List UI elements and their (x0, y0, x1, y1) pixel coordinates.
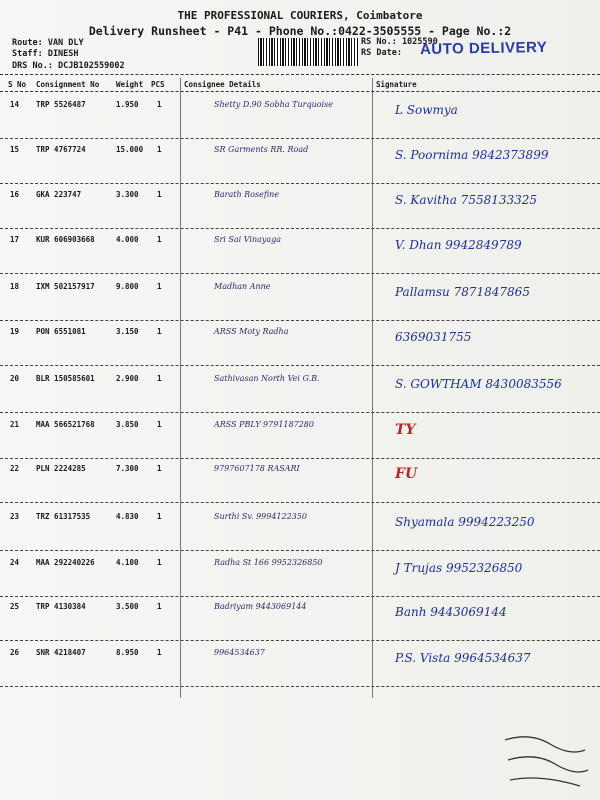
row-pcs: 1 (157, 145, 162, 154)
route-label: Route: VAN DLY (12, 38, 84, 48)
row-sno: 23 (10, 512, 20, 521)
row-separator (0, 686, 600, 687)
row-signature: FU (395, 466, 418, 482)
row-pcs: 1 (157, 602, 162, 611)
row-signature: S. Kavitha 7558133325 (395, 193, 538, 207)
row-separator (0, 273, 600, 274)
row-consignee-details: 9797607178 RASARI (214, 464, 300, 473)
row-weight: 8.950 (116, 648, 139, 657)
row-consignment-no: PLN 2224285 (36, 464, 86, 473)
auto-delivery-stamp: AUTO DELIVERY (419, 38, 548, 59)
row-signature: P.S. Vista 9964534637 (395, 651, 531, 665)
row-signature: L Sowmya (395, 103, 458, 117)
row-sno: 21 (10, 420, 20, 429)
row-signature: V. Dhan 9942849789 (395, 238, 522, 252)
row-signature: Pallamsu 7871847865 (395, 285, 530, 299)
row-weight: 15.000 (116, 145, 144, 154)
row-separator (0, 320, 600, 321)
row-consignment-no: BLR 150585601 (36, 374, 95, 383)
row-pcs: 1 (157, 420, 162, 429)
row-weight: 7.300 (116, 464, 139, 473)
row-consignee-details: Sri Sai Vinayaga (214, 235, 282, 244)
row-weight: 3.850 (116, 420, 139, 429)
rs-number: RS No.: 1025590 (361, 37, 438, 47)
row-consignee-details: Surthi Sv. 9994122350 (214, 512, 307, 521)
row-weight: 2.900 (116, 374, 139, 383)
row-sno: 16 (10, 190, 20, 199)
row-consignee-details: Shetty D.90 Sobha Turquoise (214, 100, 333, 109)
row-separator (0, 640, 600, 641)
row-separator (0, 502, 600, 503)
row-pcs: 1 (157, 464, 162, 473)
row-signature: Banh 9443069144 (395, 605, 507, 619)
row-sno: 19 (10, 327, 20, 336)
row-pcs: 1 (157, 558, 162, 567)
row-pcs: 1 (157, 100, 162, 109)
row-consignment-no: GKA 223747 (36, 190, 82, 199)
row-consignment-no: TRP 4130384 (36, 602, 86, 611)
row-sno: 15 (10, 145, 20, 154)
row-pcs: 1 (157, 512, 162, 521)
row-consignment-no: MAA 566521768 (36, 420, 95, 429)
row-consignment-no: TRZ 61317535 (36, 512, 91, 521)
row-weight: 4.000 (116, 235, 139, 244)
row-separator (0, 138, 600, 139)
row-consignee-details: ARSS Moty Radha (214, 327, 289, 336)
row-pcs: 1 (157, 282, 162, 291)
row-weight: 4.100 (116, 558, 139, 567)
row-consignee-details: Madhan Anne (214, 282, 271, 291)
row-separator (0, 365, 600, 366)
row-signature: TY (395, 422, 416, 438)
header-row-separator (0, 91, 600, 92)
row-consignee-details: Sathivasan North Vei G.B. (214, 374, 320, 383)
row-sno: 25 (10, 602, 20, 611)
row-sno: 22 (10, 464, 20, 473)
row-consignee-details: 9964534637 (214, 648, 265, 657)
row-signature: J Trujas 9952326850 (395, 561, 523, 575)
row-sno: 20 (10, 374, 20, 383)
row-consignment-no: IXM 502157917 (36, 282, 95, 291)
row-weight: 1.950 (116, 100, 139, 109)
row-separator (0, 458, 600, 459)
row-sno: 17 (10, 235, 20, 244)
row-weight: 3.150 (116, 327, 139, 336)
row-separator (0, 550, 600, 551)
runsheet-subtitle: Delivery Runsheet - P41 - Phone No.:0422-3505555 - Page No.:2 (88, 24, 512, 38)
row-pcs: 1 (157, 374, 162, 383)
row-sno: 24 (10, 558, 20, 567)
row-pcs: 1 (157, 235, 162, 244)
row-weight: 3.500 (116, 602, 139, 611)
row-separator (0, 183, 600, 184)
scribble-mark (500, 730, 590, 790)
row-separator (0, 412, 600, 413)
row-sno: 18 (10, 282, 20, 291)
staff-label: Staff: DINESH (12, 49, 79, 59)
barcode (258, 38, 358, 66)
header-separator (0, 74, 600, 75)
row-consignee-details: Badriyam 9443069144 (214, 602, 307, 611)
col-consignee: Consignee Details (184, 80, 261, 89)
column-divider (180, 78, 181, 698)
column-divider (372, 78, 373, 698)
row-pcs: 1 (157, 190, 162, 199)
row-signature: Shyamala 9994223250 (395, 515, 535, 529)
row-weight: 9.800 (116, 282, 139, 291)
row-separator (0, 228, 600, 229)
row-consignment-no: MAA 292240226 (36, 558, 95, 567)
row-consignment-no: TRP 5526487 (36, 100, 86, 109)
row-consignee-details: SR Garments RR. Road (214, 145, 309, 154)
company-title: THE PROFESSIONAL COURIERS, Coimbatore (177, 9, 423, 22)
row-signature: 6369031755 (395, 330, 472, 344)
row-consignee-details: ARSS PBLY 9791187280 (214, 420, 314, 429)
row-consignment-no: KUR 606903668 (36, 235, 95, 244)
row-sno: 14 (10, 100, 20, 109)
row-signature: S. GOWTHAM 8430083556 (395, 377, 562, 391)
col-signature: Signature (376, 80, 417, 89)
row-sno: 26 (10, 648, 20, 657)
col-sno: S No (8, 80, 27, 89)
col-consignment: Consignment No (36, 80, 100, 89)
row-weight: 4.830 (116, 512, 139, 521)
col-pcs: PCS (151, 80, 165, 89)
rs-date: RS Date: (361, 48, 402, 58)
row-consignment-no: SNR 4218407 (36, 648, 86, 657)
row-weight: 3.300 (116, 190, 139, 199)
row-pcs: 1 (157, 327, 162, 336)
row-separator (0, 596, 600, 597)
row-consignee-details: Radha St 166 9952326850 (214, 558, 323, 567)
col-weight: Weight (116, 80, 144, 89)
row-signature: S. Poornima 9842373899 (395, 148, 549, 162)
row-consignment-no: PON 6551081 (36, 327, 86, 336)
row-consignment-no: TRP 4767724 (36, 145, 86, 154)
drs-number: DRS No.: DCJB102559002 (12, 61, 125, 71)
row-consignee-details: Barath Rosefine (214, 190, 280, 199)
row-pcs: 1 (157, 648, 162, 657)
